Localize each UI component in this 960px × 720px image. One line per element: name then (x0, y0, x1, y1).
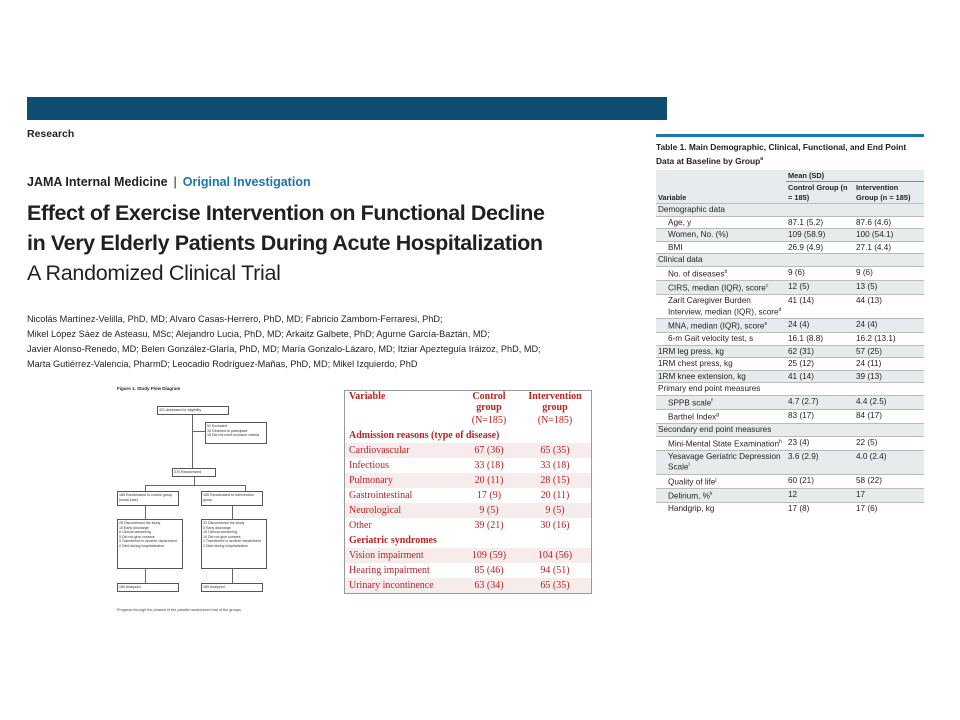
flow-intervention-arm-box: 185 Randomized to intervention group (201, 491, 263, 506)
intervention-value: 9 (5) (519, 503, 591, 518)
footnote-mark: f (711, 397, 713, 404)
row-label-text: Quality of life (668, 477, 716, 487)
flow-randomized-box: 370 Randomized (172, 468, 216, 477)
row-label-text: Zarit Caregiver Burden Interview, median (IQR), score (668, 296, 779, 317)
row-label-text: Handgrip, kg (668, 504, 715, 514)
table-row (656, 436, 924, 450)
table-row (656, 319, 924, 333)
table-row (656, 216, 924, 229)
footnote-mark: h (779, 438, 782, 445)
footnote-mark: i (688, 462, 690, 469)
control-value: 83 (17) (786, 409, 854, 423)
control-value: 109 (58.9) (786, 229, 854, 242)
table-section-row (656, 383, 924, 396)
table-row (656, 229, 924, 242)
row-label (656, 241, 786, 254)
flow-connector (194, 477, 195, 485)
row-label (656, 345, 786, 358)
admission-reasons-table (344, 390, 592, 594)
row-label-text: Yesavage Geriatric Depression Scale (668, 451, 781, 473)
intervention-value: 104 (56) (519, 548, 591, 563)
intervention-n: (N=185) (537, 415, 573, 426)
intervention-value: 87.6 (4.6) (854, 216, 924, 229)
blank-header (656, 170, 786, 182)
table-row (656, 358, 924, 371)
control-value: 85 (46) (474, 565, 504, 576)
control-value: 20 (11) (459, 473, 519, 488)
table-row (345, 548, 591, 563)
row-label-text: Women, No. (%) (668, 230, 729, 240)
table-row (345, 503, 591, 518)
journal-header-bar (27, 97, 667, 120)
table-row (345, 518, 591, 533)
control-value: 17 (9) (476, 490, 502, 501)
row-label (656, 395, 786, 409)
row-label: Cardiovascular (345, 443, 459, 458)
col-control-header: Control Group (n = 185) (786, 182, 854, 204)
section-label (656, 204, 924, 217)
row-label-text: Primary end point measures (658, 384, 761, 394)
intervention-value: 24 (11) (854, 358, 924, 371)
control-value: 9 (6) (786, 266, 854, 280)
section-label (656, 254, 924, 267)
table-row (656, 370, 924, 383)
section-geriatric-syndromes: Geriatric syndromes (349, 535, 437, 546)
row-label-text: MNA, median (IQR), score (668, 321, 765, 331)
intervention-value: 9 (6) (854, 266, 924, 280)
table-row (656, 503, 924, 515)
row-label: Urinary incontinence (345, 578, 459, 593)
table-section-row (656, 204, 924, 217)
control-value: 62 (31) (786, 345, 854, 358)
control-value: 25 (12) (786, 358, 854, 371)
table-section-row (656, 424, 924, 437)
intervention-value: 33 (18) (540, 460, 570, 471)
row-label: Neurological (345, 503, 459, 518)
flow-intervention-discontinued-box: 32 Discontinued the study 5 Early discharge 15 Clinical worsening 10 Did not give consent 1 Transferred to another department 1 Died during hospitalization (201, 519, 267, 569)
table-row (656, 409, 924, 423)
control-value: 33 (18) (474, 460, 504, 471)
control-value: 67 (36) (459, 443, 519, 458)
flow-caption: Figure 1. Study Flow Diagram (117, 386, 181, 391)
article-title (27, 198, 545, 258)
intervention-value: 65 (35) (519, 578, 591, 593)
flow-connector (192, 415, 193, 468)
caption-footnote-mark: a (760, 156, 764, 162)
intervention-value: 94 (51) (540, 565, 570, 576)
row-label: Infectious (349, 460, 389, 471)
row-label (656, 474, 786, 488)
row-label-text: Mini-Mental State Examination (668, 439, 780, 449)
author-line: Mikel López Sáez de Asteasu, MSc; Alejandro Lucia, PhD, MD; Arkaitz Galbete, PhD; Agurne García-Baztán, MD; (27, 329, 490, 339)
intervention-value: 20 (11) (540, 490, 570, 501)
row-label-text: 1RM leg press, kg (658, 346, 724, 356)
flow-connector (145, 569, 146, 583)
footnote-mark: g (716, 411, 720, 418)
title-line-1: Effect of Exercise Intervention on Functional Decline (27, 201, 545, 225)
control-value: 60 (21) (786, 474, 854, 488)
control-value: 26.9 (4.9) (786, 241, 854, 254)
journal-separator: | (173, 175, 177, 189)
journal-name: JAMA Internal Medicine (27, 175, 168, 189)
table-caption (656, 137, 924, 170)
row-label (656, 229, 786, 242)
col-variable-header: Variable (656, 182, 786, 204)
section-label (656, 383, 924, 396)
intervention-value: 39 (13) (854, 370, 924, 383)
row-label (656, 503, 786, 515)
flow-connector (232, 569, 233, 583)
table-row (656, 266, 924, 280)
flow-assessed-box: 421 Assessed for eligibility (157, 406, 229, 415)
table-row (656, 395, 924, 409)
row-label: Hearing impairment (349, 565, 430, 576)
intervention-value: 28 (15) (519, 473, 591, 488)
table-section-row (656, 254, 924, 267)
control-value: 63 (34) (459, 578, 519, 593)
flow-control-discontinued-box: 28 Discontinued the study 10 Early discharge 6 Clinical worsening 5 Did not give consent 5 Transferred to another department 2 Died during hospitalization (117, 519, 183, 569)
footnote-mark: b (724, 268, 728, 275)
row-label: Vision impairment (345, 548, 459, 563)
section-label (656, 424, 924, 437)
row-label-text: Clinical data (658, 255, 703, 265)
control-value: 3.6 (2.9) (786, 450, 854, 474)
intervention-value: 65 (35) (519, 443, 591, 458)
journal-line (27, 175, 311, 189)
control-value: 9 (5) (459, 503, 519, 518)
intervention-value: 100 (54.1) (854, 229, 924, 242)
footnote-mark: j (715, 476, 717, 483)
table-row (345, 563, 591, 578)
table-row (656, 345, 924, 358)
intervention-value: 17 (854, 488, 924, 502)
row-label-text: Barthel Index (668, 412, 717, 422)
row-label (656, 436, 786, 450)
section-label: Research (27, 128, 75, 140)
author-list (27, 312, 627, 372)
intervention-value: 30 (16) (540, 520, 570, 531)
row-label-text: SPPB scale (668, 398, 712, 408)
table-row (656, 450, 924, 474)
author-line: Marta Gutiérrez-Valencia, PharmD; Leocadio Rodríguez-Mañas, PhD, MD; Mikel Izquierdo, PhD (27, 359, 418, 369)
table-row (345, 443, 591, 458)
row-label (656, 488, 786, 502)
col-variable-header: Variable (349, 391, 386, 402)
row-label-text: Age, y (668, 217, 692, 227)
row-label-text: Delirium, % (668, 491, 710, 501)
intervention-value: 27.1 (4.4) (854, 241, 924, 254)
table-row (345, 473, 591, 488)
intervention-value: 4.0 (2.4) (854, 450, 924, 474)
row-label (656, 295, 786, 319)
table-row (656, 488, 924, 502)
control-value: 12 (5) (786, 281, 854, 295)
intervention-value: 17 (6) (854, 503, 924, 515)
row-label-text: 1RM chest press, kg (658, 359, 733, 369)
control-value: 41 (14) (786, 370, 854, 383)
flow-connector (232, 506, 233, 519)
row-label (656, 358, 786, 371)
author-line: Javier Alonso-Renedo, MD; Belen González-Glaría, PhD, MD; María Gonzalo-Lázaro, MD; Itziar Apezteguía Iráizoz, PhD, MD; (27, 344, 541, 354)
table-caption-text: Table 1. Main Demographic, Clinical, Functional, and End Point Data at Baseline by Group (656, 142, 907, 166)
control-value: 16.1 (8.8) (786, 333, 854, 346)
intervention-value: 13 (5) (854, 281, 924, 295)
article-subtitle: A Randomized Clinical Trial (27, 261, 281, 285)
control-value: 17 (8) (786, 503, 854, 515)
footnote-mark: d (778, 306, 782, 313)
row-label (656, 281, 786, 295)
control-value: 24 (4) (786, 319, 854, 333)
intervention-value: 58 (22) (854, 474, 924, 488)
study-flow-diagram (117, 386, 289, 626)
flow-connector (145, 485, 245, 486)
control-value: 23 (4) (786, 436, 854, 450)
col-intervention-header: Intervention Group (n = 185) (854, 182, 924, 204)
control-value: 12 (786, 488, 854, 502)
row-label: Pulmonary (345, 473, 459, 488)
table-1 (656, 134, 924, 515)
intervention-value: 24 (4) (854, 319, 924, 333)
row-label (656, 409, 786, 423)
row-label (656, 450, 786, 474)
row-label (656, 370, 786, 383)
footnote-mark: e (764, 321, 768, 327)
table-row (656, 295, 924, 319)
row-label-text: 6-m Gait velocity test, s (668, 334, 754, 344)
table-row (656, 474, 924, 488)
table-row (345, 488, 591, 503)
control-value: 4.7 (2.7) (786, 395, 854, 409)
table-row (345, 458, 591, 473)
row-label (656, 216, 786, 229)
table-row (656, 281, 924, 295)
row-label-text: Demographic data (658, 205, 725, 215)
row-label-text: No. of diseases (668, 269, 725, 279)
table-row (656, 333, 924, 346)
table-row (656, 241, 924, 254)
flow-excluded-box: 51 Excluded 35 Declined to participate 16 Did not meet inclusion criteria (205, 422, 267, 444)
footnote-mark: k (709, 490, 713, 497)
flow-connector (145, 506, 146, 519)
row-label-text: 1RM knee extension, kg (658, 371, 746, 381)
col-group-header: Mean (SD) (786, 170, 924, 182)
control-value: 39 (21) (474, 520, 504, 531)
flow-footnote: Progress through the phases of the parallel randomized trial of the groups. (117, 608, 242, 612)
row-label-text: BMI (668, 242, 683, 252)
article-type: Original Investigation (182, 175, 311, 189)
control-value: 109 (59) (459, 548, 519, 563)
row-label: Gastrointestinal (349, 490, 413, 501)
section-admission-reasons: Admission reasons (type of disease) (349, 430, 500, 441)
flow-intervention-analyzed-box: 185 Analyzed (201, 583, 263, 592)
row-label (656, 319, 786, 333)
author-line: Nicolás Martínez-Velilla, PhD, MD; Alvaro Casas-Herrero, PhD, MD; Fabricio Zambom-Ferraresi, PhD; (27, 314, 443, 324)
control-n: (N=185) (471, 415, 507, 426)
flow-connector (192, 431, 205, 432)
row-label (656, 266, 786, 280)
row-label: Other (349, 520, 372, 531)
table-row (345, 578, 591, 593)
intervention-value: 44 (13) (854, 295, 924, 319)
footnote-mark: c (765, 283, 769, 290)
intervention-value: 4.4 (2.5) (854, 395, 924, 409)
flow-control-arm-box: 185 Randomized to control group (usual care) (117, 491, 179, 506)
control-value: 41 (14) (786, 295, 854, 319)
intervention-value: 84 (17) (854, 409, 924, 423)
row-label-text: CIRS, median (IQR), score (668, 283, 766, 293)
row-label-text: Secondary end point measures (658, 425, 772, 435)
control-value: 87.1 (5.2) (786, 216, 854, 229)
flow-control-analyzed-box: 185 Analyzed (117, 583, 179, 592)
intervention-value: 57 (25) (854, 345, 924, 358)
row-label (656, 333, 786, 346)
intervention-value: 16.2 (13.1) (854, 333, 924, 346)
intervention-value: 22 (5) (854, 436, 924, 450)
title-line-2: in Very Elderly Patients During Acute Hospitalization (27, 231, 543, 255)
col-control-header: Control group (472, 391, 506, 413)
col-intervention-header: Intervention group (528, 391, 582, 413)
